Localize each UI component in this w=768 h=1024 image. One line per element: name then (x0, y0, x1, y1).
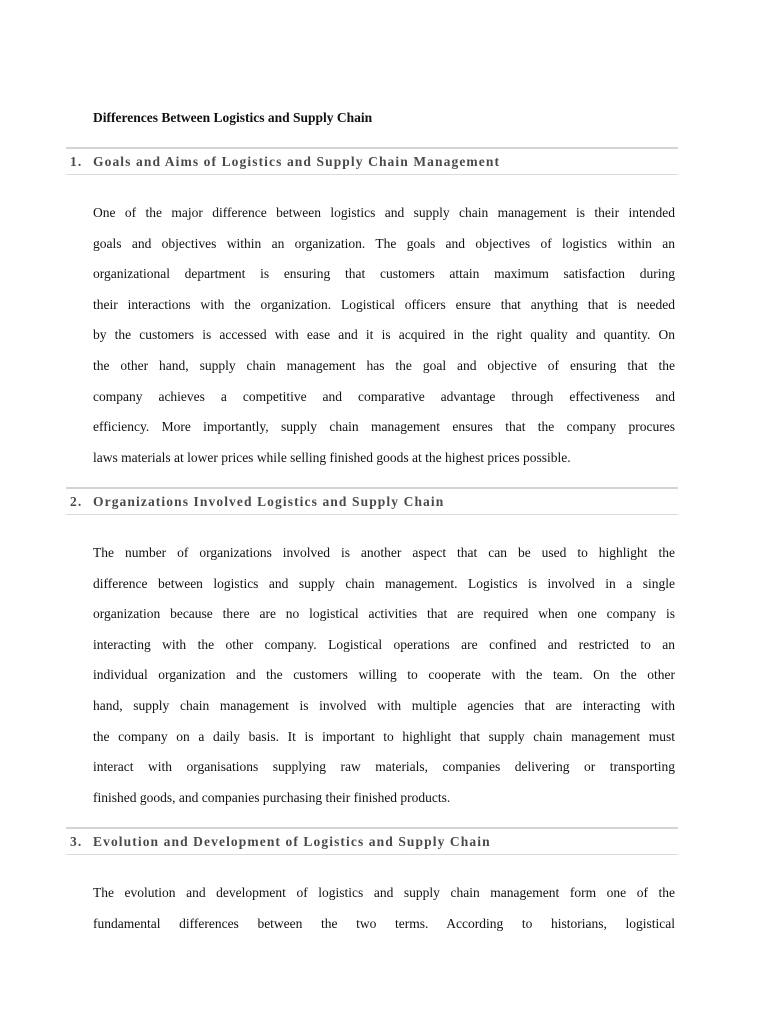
section-title: Evolution and Development of Logistics and Supply Chain (93, 834, 491, 849)
paragraph-line: The number of organizations involved is another aspect that can be used to highlight the (93, 545, 675, 560)
section-number: 2. (70, 494, 83, 509)
paragraph-line: their interactions with the organization. Logistical officers ensure that anything that is needed (93, 296, 675, 312)
paragraph-line: company achieves a competitive and comparative advantage through effectiveness and (93, 388, 675, 404)
section-title: Goals and Aims of Logistics and Supply Chain Management (93, 154, 501, 169)
section-title: Organizations Involved Logistics and Supply Chain (93, 494, 445, 509)
paragraph-line: the company on a daily basis. It is important to highlight that supply chain management must (93, 728, 675, 744)
paragraph-line: hand, supply chain management is involved with multiple agencies that are interacting with (93, 697, 675, 713)
section-paragraph-organizations (93, 538, 675, 813)
section-heading-evolution (66, 827, 678, 855)
paragraph-line: individual organization and the customers willing to cooperate with the team. On the other (93, 667, 675, 683)
paragraph-line: efficiency. More importantly, supply chain management ensures that the company procures (93, 419, 675, 435)
paragraph-line: finished goods, and companies purchasing their finished products. (93, 789, 451, 805)
paragraph-line: organization because there are no logistical activities that are required when one company is (93, 606, 675, 622)
paragraph-line: laws materials at lower prices while selling finished goods at the highest prices possible. (93, 449, 571, 465)
section-heading-organizations (66, 487, 678, 515)
paragraph-line: the other hand, supply chain management has the goal and objective of ensuring that the (93, 357, 675, 373)
paragraph-line: One of the major difference between logistics and supply chain management is their intended (93, 205, 675, 220)
document-title: Differences Between Logistics and Supply Chain (93, 110, 373, 125)
paragraph-line: interacting with the other company. Logistical operations are confined and restricted to an (93, 636, 675, 652)
section-number: 3. (70, 834, 83, 849)
paragraph-line: fundamental differences between the two terms. According to historians, logistical (93, 915, 675, 931)
section-paragraph-evolution (93, 878, 675, 939)
paragraph-line: interact with organisations supplying raw materials, companies delivering or transporting (93, 759, 675, 775)
paragraph-line: organizational department is ensuring that customers attain maximum satisfaction during (93, 266, 675, 282)
paragraph-line: goals and objectives within an organization. The goals and objectives of logistics within an (93, 235, 675, 251)
section-paragraph-goals (93, 198, 675, 473)
paragraph-line: The evolution and development of logistics and supply chain management form one of the (93, 885, 675, 900)
section-heading-goals (66, 147, 678, 175)
paragraph-line: by the customers is accessed with ease and it is acquired in the right quality and quantity. On (93, 327, 675, 343)
paragraph-line: difference between logistics and supply chain management. Logistics is involved in a single (93, 575, 675, 591)
section-number: 1. (70, 154, 83, 169)
